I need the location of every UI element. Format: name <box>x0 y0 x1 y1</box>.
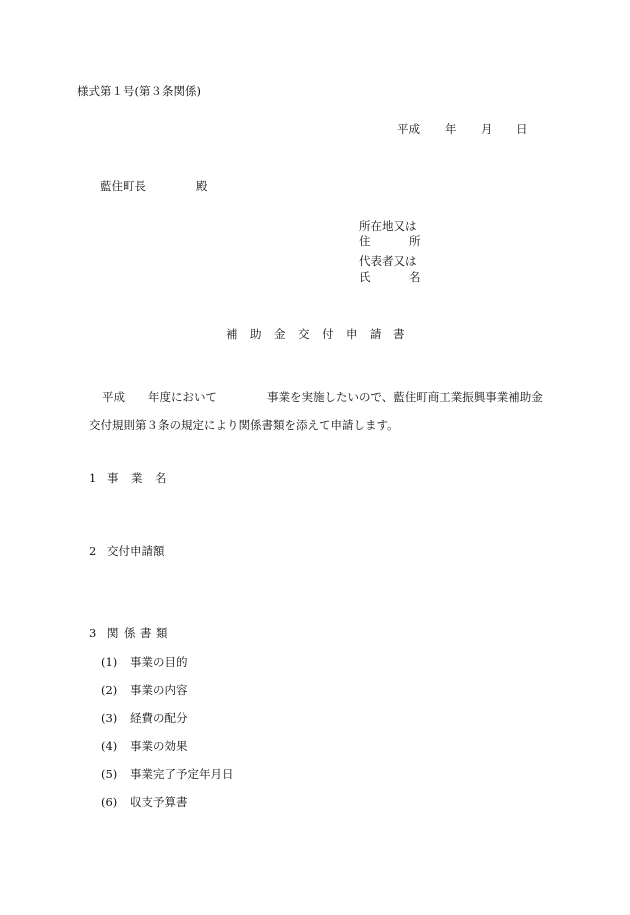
section-label-char: 関 <box>107 626 119 640</box>
list-item-number: (3) <box>101 711 118 725</box>
section-label: 交付申請額 <box>107 544 165 558</box>
title-char: 補 <box>226 327 238 341</box>
title-char: 付 <box>322 327 334 341</box>
address-label-line2-a: 住 <box>359 234 371 248</box>
date-era: 平成 <box>397 122 420 136</box>
rep-label-line2-b: 名 <box>409 270 421 284</box>
body-line1-rest: 事業を実施したいので、藍住町商工業振興事業補助金 <box>267 390 543 404</box>
addressee-name: 藍住町長 <box>100 179 146 193</box>
address-label-line1: 所在地又は <box>359 219 417 233</box>
section-label-char: 書 <box>140 626 152 640</box>
list-item-label: 事業完了予定年月日 <box>130 767 234 781</box>
section-label-char: 名 <box>155 471 167 485</box>
list-item-label: 事業の内容 <box>130 683 188 697</box>
rep-label-line1: 代表者又は <box>359 254 417 268</box>
body-fiscal-year: 年度において <box>148 390 217 404</box>
title-char: 請 <box>370 327 382 341</box>
section-label-char: 類 <box>156 626 168 640</box>
section-label-char: 業 <box>131 471 143 485</box>
body-line2: 交付規則第３条の規定により関係書類を添えて申請します。 <box>89 418 399 432</box>
section-label-char: 事 <box>107 471 119 485</box>
title-char: 書 <box>393 327 405 341</box>
rep-label-line2-a: 氏 <box>359 270 371 284</box>
section-number: 2 <box>89 544 97 558</box>
section-number: 1 <box>89 471 97 485</box>
list-item-number: (5) <box>101 767 118 781</box>
section-number: 3 <box>89 626 97 640</box>
form-label: 様式第１号(第３条関係) <box>77 84 201 98</box>
body-era: 平成 <box>102 390 125 404</box>
list-item-number: (6) <box>101 795 118 809</box>
list-item-number: (2) <box>101 683 118 697</box>
title-char: 助 <box>250 327 262 341</box>
date-year: 年 <box>445 122 457 136</box>
title-char: 交 <box>298 327 310 341</box>
section-label-char: 係 <box>124 626 136 640</box>
list-item-label: 収支予算書 <box>130 795 188 809</box>
date-month: 月 <box>481 122 493 136</box>
address-label-line2-b: 所 <box>409 234 421 248</box>
list-item-label: 事業の目的 <box>130 655 188 669</box>
list-item-label: 事業の効果 <box>130 739 188 753</box>
title-char: 申 <box>346 327 358 341</box>
addressee-honorific: 殿 <box>196 179 208 193</box>
date-day: 日 <box>516 122 528 136</box>
list-item-number: (4) <box>101 739 118 753</box>
title-char: 金 <box>274 327 286 341</box>
list-item-number: (1) <box>101 655 118 669</box>
list-item-label: 経費の配分 <box>130 711 188 725</box>
